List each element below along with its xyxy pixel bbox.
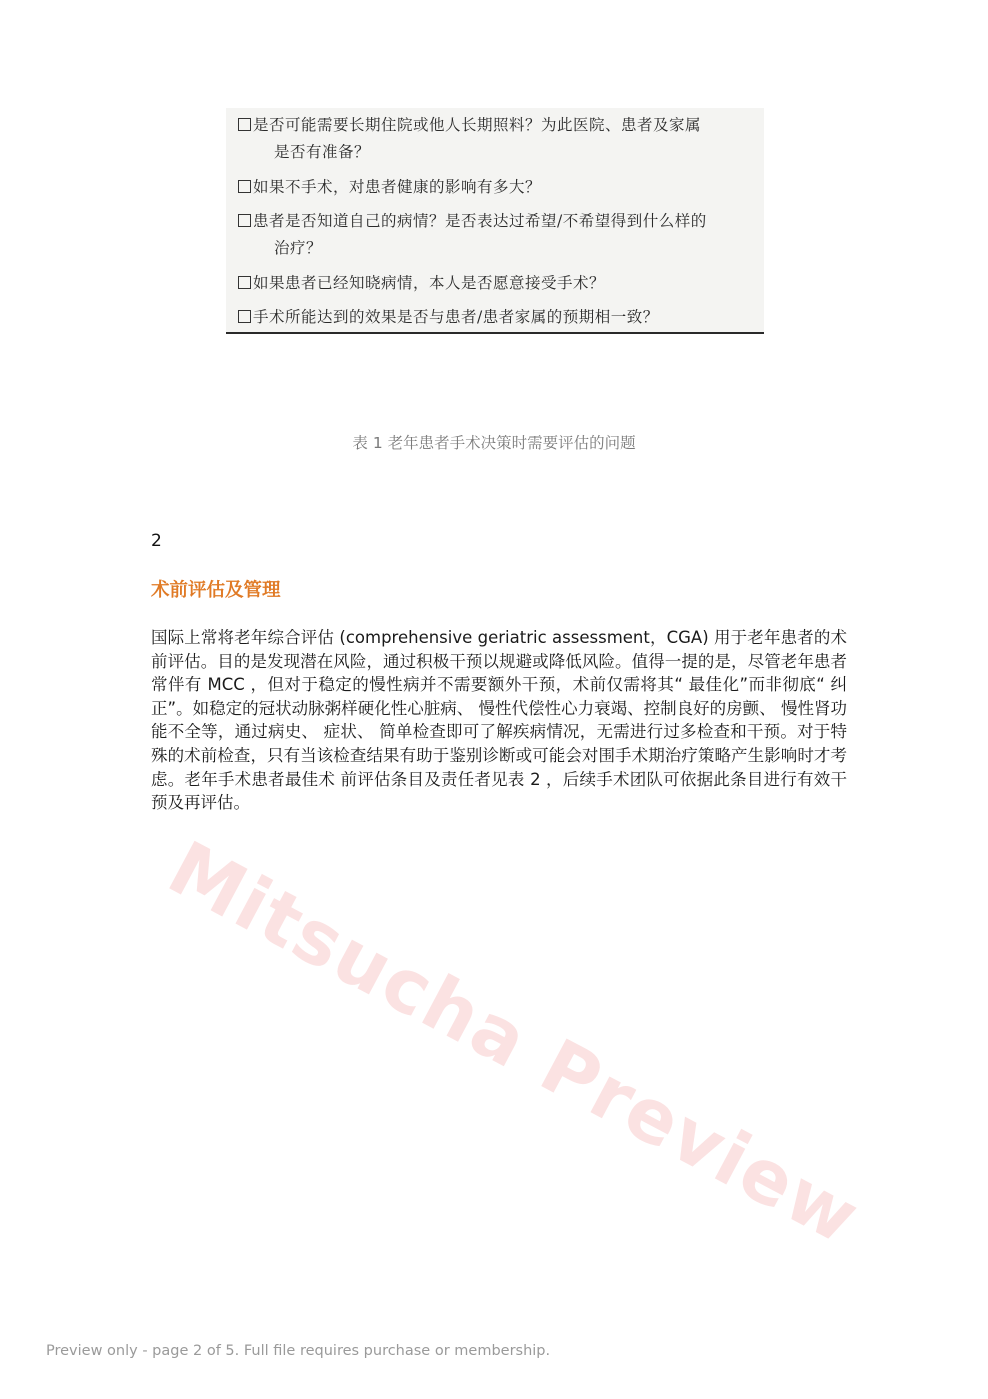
row-text: 是否可能需要长期住院或他人长期照料？为此医院、患者及家属 xyxy=(253,116,702,134)
table-row xyxy=(238,304,754,331)
row-text: 如果患者已经知晓病情，本人是否愿意接受手术？ xyxy=(253,274,606,292)
table-row xyxy=(238,112,754,166)
table-row xyxy=(238,174,754,201)
row-text: 患者是否知道自己的病情？是否表达过希望/不希望得到什么样的 xyxy=(253,212,707,230)
checkbox-icon xyxy=(238,118,251,131)
preview-footer-notice: Preview only - page 2 of 5. Full file requires purchase or membership. xyxy=(46,1343,551,1359)
table-bottom-rule xyxy=(226,332,764,334)
body-paragraph: 国际上常将老年综合评估 (comprehensive geriatric assessment，CGA) 用于老年患者的术前评估。目的是发现潜在风险，通过积极干预以规避或降低风险。值得一提的是，尽管老年患者常伴有 MCC ，但对于稳定的慢性病并不需要额外干预，术前仅需将其“ 最佳化”而非彻底“ 纠正”。如稳定的冠状动脉粥样硬化性心脏病、 慢性代偿性心力衰竭、控制良好的房颤、 慢性肾功能不全等，通过病史、 症状、 简单检查即可了解疾病情况，无需进行过多检查和干预。对于特殊的术前检查，只有当该检查结果有助于鉴别诊断或可能会对围手术期治疗策略产生影响时才考虑。老年手术患者最佳术 前评估条目及责任者见表 2 ，后续手术团队可依据此条目进行有效干预及再评估。 xyxy=(151,628,847,813)
checkbox-icon xyxy=(238,180,251,193)
page-number: 2 xyxy=(151,531,162,551)
table-row xyxy=(238,270,754,297)
checkbox-icon xyxy=(238,310,251,323)
table-caption: 表 1 老年患者手术决策时需要评估的问题 xyxy=(352,434,636,452)
table-row xyxy=(238,208,754,262)
section-title: 术前评估及管理 xyxy=(151,580,281,601)
row-text: 如果不手术，对患者健康的影响有多大？ xyxy=(253,178,542,196)
checkbox-icon xyxy=(238,214,251,227)
row-text-continued: 是否有准备？ xyxy=(274,143,371,161)
checkbox-icon xyxy=(238,276,251,289)
scanned-table-image xyxy=(226,108,764,334)
preview-watermark: Mitsucha Preview xyxy=(154,825,874,1262)
row-text: 手术所能达到的效果是否与患者/患者家属的预期相一致？ xyxy=(253,308,659,326)
row-text-continued: 治疗？ xyxy=(274,239,323,257)
